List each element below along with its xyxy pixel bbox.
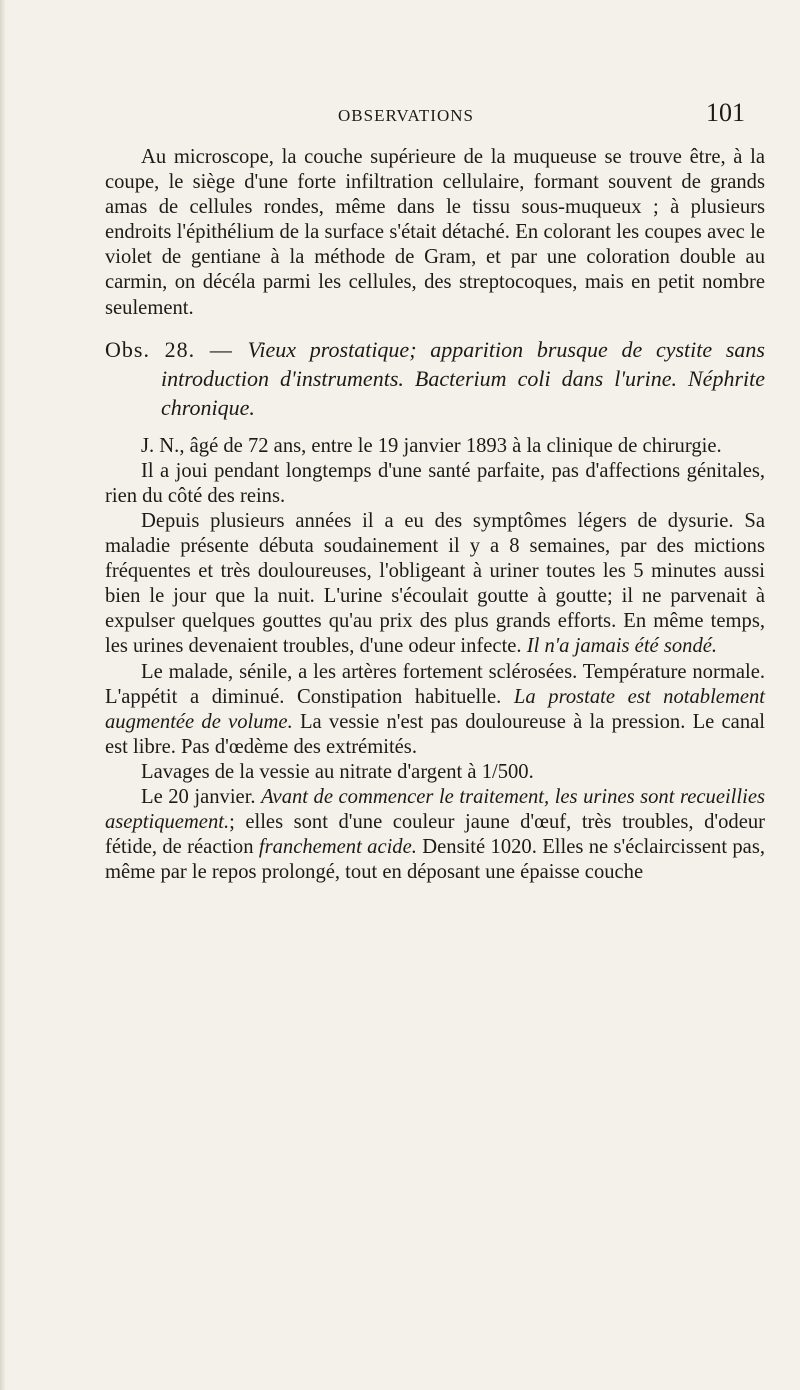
page-number: 101 (706, 98, 745, 127)
symptoms-text: Depuis plusieurs années il a eu des symptômes légers de dysurie. Sa maladie présente débuta soudainement il y a 8 semaines, par des mictions fréquentes et très douloureuses, l'obligeant à uriner toutes les 5 minutes aussi bien le jour que la nuit. L'urine s'écoulait goutte à goutte; il ne parvenait à expulser quelques gouttes qu'au prix des plus grands efforts. En même temps, les urines devenaient troubles, d'une odeur infecte. (105, 509, 765, 658)
symptoms-emphasis: Il n'a jamais été sondé. (526, 635, 718, 658)
examination-emphasis: La prostate est notablement augmentée de volume. (105, 685, 765, 733)
examination-text: Le malade, sénile, a les artères fortement sclérosées. Température normale. L'appétit a diminué. Constipation habituelle. (105, 660, 765, 708)
paragraph-treatment: Lavages de la vessie au nitrate d'argent à 1/500. (141, 760, 534, 783)
page-header (0, 98, 800, 138)
urine-tail: Densité 1020. Elles ne s'éclaircissent pas, même par le repos prolongé, tout en déposant une épaisse couche (105, 836, 765, 884)
paragraph-admission: J. N., âgé de 72 ans, entre le 19 janvier 1893 à la clinique de chirurgie. (141, 434, 722, 457)
examination-tail: La vessie n'est pas douloureuse à la pression. Le canal est libre. Pas d'œdème des extrémités. (105, 710, 765, 758)
urine-emphasis: Avant de commencer le traitement, les urines sont recueillies aseptiquement. (105, 785, 765, 834)
paragraph-urine (105, 785, 765, 885)
paragraph-examination (105, 660, 765, 760)
paragraph-microscope: Au microscope, la couche supérieure de la muqueuse se trouve être, à la coupe, le siège d'une forte infiltration cellulaire, formant souvent de grands amas de cellules rondes, même dans le tissu sous-muqueux ; à plusieurs endroits l'épithélium de la surface s'était détaché. En colorant les coupes avec le violet de gentiane à la méthode de Gram, et par une coloration double au carmin, on décéla parmi les cellules, des streptocoques, mais en petit nombre seulement. (105, 146, 765, 319)
observation-title: Vieux prostatique; apparition brusque de cystite sans introduction d'instruments. Bacterium coli dans l'urine. Néphrite chronique. (161, 336, 765, 420)
page-edge (0, 0, 6, 1390)
urine-date: Le 20 janvier. (141, 785, 262, 808)
urine-reaction: franchement acide. (258, 836, 417, 859)
paragraph-history: Il a joui pendant longtemps d'une santé parfaite, pas d'affections génitales, rien du côté des reins. (105, 459, 765, 507)
observation-number: Obs. 28. — (105, 336, 248, 362)
body-text (105, 145, 765, 885)
urine-description: ; elles sont d'une couleur jaune d'œuf, très troubles, d'odeur fétide, de réaction (105, 811, 765, 859)
paragraph-symptoms (105, 509, 765, 660)
running-head: OBSERVATIONS (338, 106, 474, 125)
observation-heading (105, 335, 765, 422)
